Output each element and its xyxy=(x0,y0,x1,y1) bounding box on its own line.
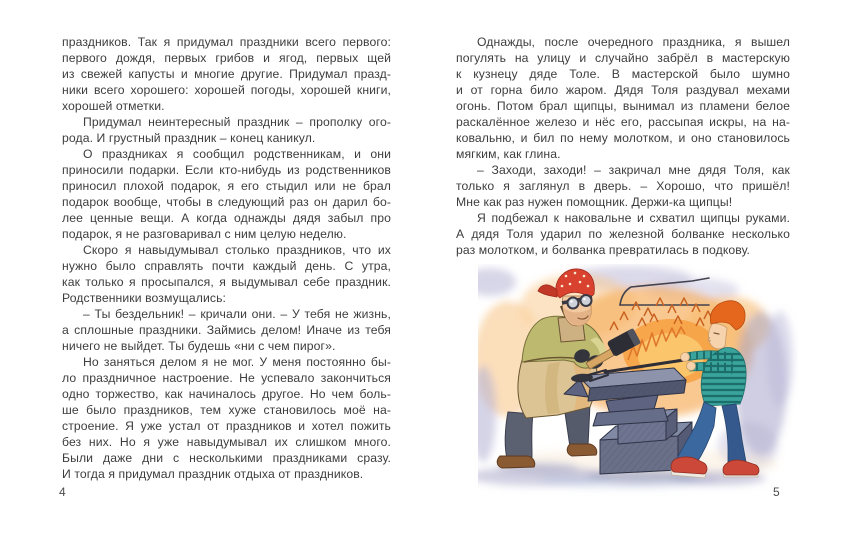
blacksmith-illustration xyxy=(478,264,798,496)
text-line: О праздниках я сообщил родственникам, и они xyxy=(83,147,391,161)
text-line: раз молотком, и болванка превратилась в подкову. xyxy=(456,243,751,257)
text-line: Были даже дни с несколькими праздниками сразу. xyxy=(62,451,391,465)
text-line: приносил плохой подарок, я его стыдил или не брал xyxy=(62,179,391,193)
text-line: ше было праздников, тем хуже становилось моё на- xyxy=(62,403,391,417)
text-line: без них. Но я уже навыдумывал их слишком много. xyxy=(62,435,391,449)
text-line: рода. И грустный праздник – конец каникул. xyxy=(62,131,316,145)
text-line: нужно было справлять почти каждый день. С утра, xyxy=(62,259,391,273)
text-line: хорошей отметки. xyxy=(62,99,165,113)
text-line: и от горна било жаром. Дядя Толя раздувал мехами xyxy=(456,83,790,97)
text-line: Я подбежал к наковальне и схватил щипцы руками. xyxy=(477,211,790,225)
text-line: строение. Я уже устал от праздников и хотел пожить xyxy=(62,419,391,433)
text-line: подарок вообще, чтобы в следующий раз он дарил бо- xyxy=(62,195,391,209)
text-line: – Заходи, заходи! – закричал мне дядя Толя, как xyxy=(477,163,790,177)
text-line: из свежей капусты и многие другие. Придумал празд- xyxy=(62,67,391,81)
text-line: И тогда я придумал праздник отдыха от праздников. xyxy=(62,467,364,481)
text-line: Скоро я навыдумывал столько праздников, что их xyxy=(83,243,391,257)
text-line: ковальню, и бил по нему молотком, и оно становилось xyxy=(456,131,790,145)
text-line: ло праздничное настроение. Не успевало закончиться xyxy=(62,371,391,385)
text-line: первого дождя, первых грибов и ягод, первых щей xyxy=(62,51,391,65)
text-line: ничего не выйдет. Ты будешь «ни с чем пирог». xyxy=(62,339,336,353)
text-line: только я заглянул в дверь. – Хорошо, что пришёл! xyxy=(456,179,790,193)
left-page-text xyxy=(62,34,391,482)
text-line: А дядя Толя ударил по железной болванке несколько xyxy=(456,227,790,241)
text-line: огонь. Потом брал щипцы, вынимал из пламени белое xyxy=(456,99,790,113)
text-line: приносили подарки. Если кто-нибудь из родственников xyxy=(62,163,391,177)
text-line: Однажды, после очередного праздника, я вышел xyxy=(477,35,790,49)
right-page-text xyxy=(456,34,790,258)
blacksmith-pants xyxy=(505,412,533,458)
text-line: праздников. Так я придумал праздники всего первого: xyxy=(62,35,391,49)
text-line: Мне как раз нужен помощник. Держи-ка щипцы! xyxy=(456,195,733,209)
text-line: Но заняться делом я не мог. У меня постоянно бы- xyxy=(83,355,391,369)
blacksmith-boots xyxy=(497,456,535,468)
text-line: погулять на улицу и случайно забрёл в мастерскую xyxy=(456,51,790,65)
page-number-right: 5 xyxy=(773,485,780,499)
text-line: – Ты бездельник! – кричали они. – У тебя не жизнь, xyxy=(83,307,391,321)
text-line: раскалённое железо и нёс его, рассыпая искры, на на- xyxy=(456,115,790,129)
text-line: как только я просыпался, я выдумывал себе праздник. xyxy=(62,275,391,289)
text-line: Придумал неинтересный праздник – прополку ого- xyxy=(83,115,391,129)
text-line: одно торжество, как начиналось другое. Но чем боль- xyxy=(62,387,391,401)
boy-face xyxy=(708,324,727,349)
text-line: а сплошные праздники. Займись делом! Иначе из тебя xyxy=(62,323,391,337)
text-line: мягким, как глина. xyxy=(456,147,561,161)
text-line: ники всего хорошего: хорошей погоды, хорошей книги, xyxy=(62,83,391,97)
text-line: Родственники возмущались: xyxy=(62,291,227,305)
text-line: к кузнецу дяде Толе. В мастерской было шумно xyxy=(456,67,790,81)
text-line: лее ценные вещи. А когда однажды дядя забыл про xyxy=(62,211,391,225)
text-line: подарок, я не разговаривал с ним целую неделю. xyxy=(62,227,347,241)
page-number-left: 4 xyxy=(59,485,66,499)
